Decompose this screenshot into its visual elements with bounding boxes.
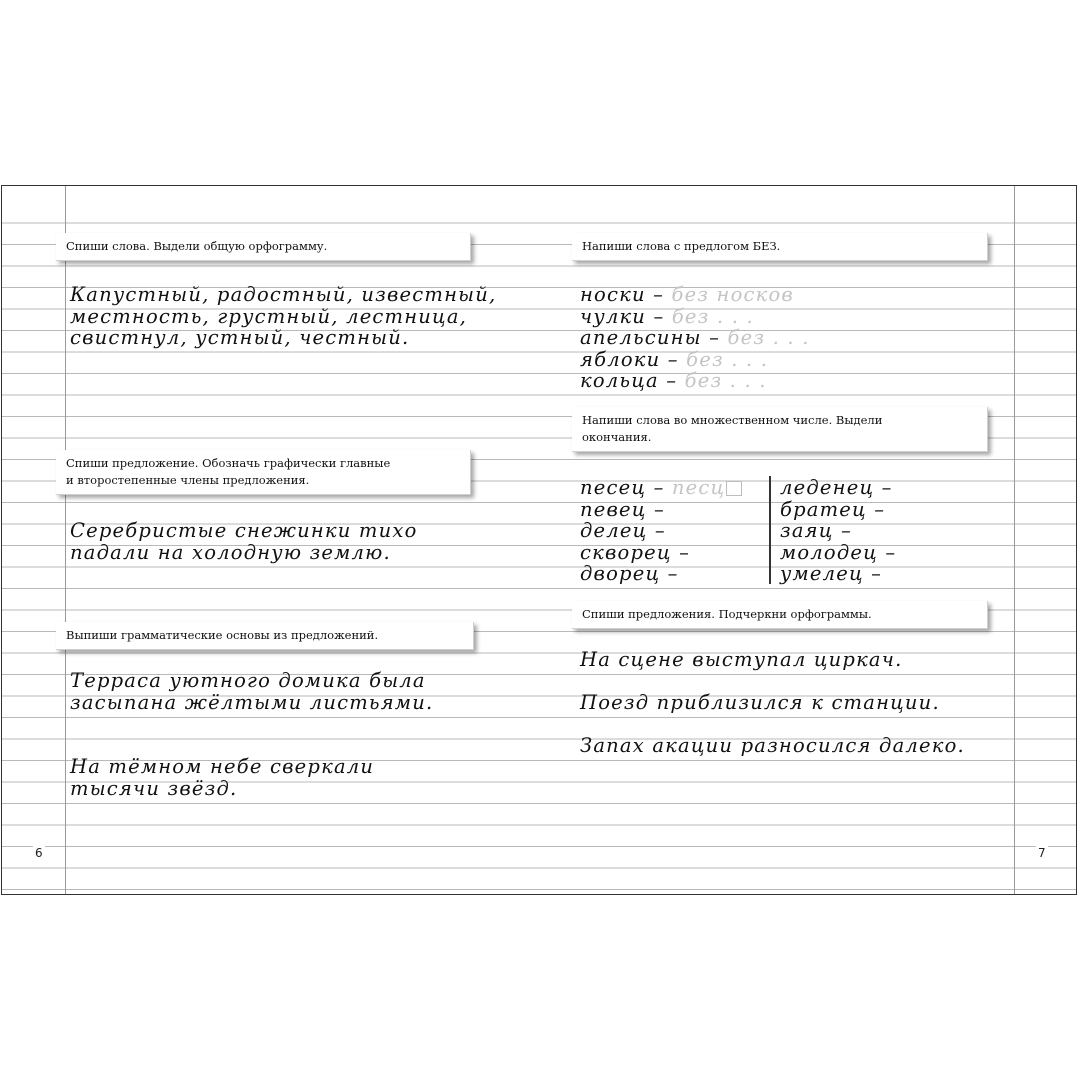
- word-row: [580, 477, 742, 499]
- word-row: [580, 284, 794, 306]
- task-instruction-copy-words: [56, 233, 471, 261]
- instruction-text: Выпиши грамматические основы из предложений.: [66, 628, 379, 642]
- handwritten-word: яблоки –: [580, 347, 679, 371]
- hint-text: без . . .: [727, 326, 810, 349]
- instruction-text: Спиши слова. Выдели общую орфограмму.: [66, 239, 328, 253]
- handwriting-line: На сцене выступал циркач.: [580, 648, 903, 671]
- handwritten-word: делец –: [580, 519, 666, 542]
- left-margin-line: [65, 186, 66, 894]
- handwritten-word: братец –: [780, 497, 886, 521]
- handwritten-word: апельсины –: [580, 326, 721, 349]
- handwriting-line: Терраса уютного домика была: [70, 669, 426, 692]
- handwriting-line: Серебристые снежинки тихо: [70, 519, 418, 542]
- instruction-text: окончания.: [582, 430, 652, 444]
- word-row: [580, 306, 754, 328]
- handwritten-word: носки –: [580, 283, 665, 306]
- hint-text: песц: [671, 476, 726, 499]
- handwritten-word: кольца –: [580, 369, 678, 392]
- instruction-text: Спиши предложения. Подчеркни орфограммы.: [582, 607, 872, 621]
- handwritten-word: скворец –: [580, 540, 691, 564]
- instruction-text: Напиши слова с предлогом БЕЗ.: [582, 239, 781, 253]
- handwritten-word: умелец –: [780, 562, 883, 585]
- handwritten-word: леденец –: [780, 476, 893, 499]
- workbook-spread: [1, 185, 1077, 895]
- hint-text: без . . .: [686, 347, 769, 371]
- handwriting-line: Запах акации разносился далеко.: [580, 734, 965, 757]
- hint-text: без . . .: [684, 369, 767, 392]
- word-row: [580, 349, 768, 371]
- handwritten-word: чулки –: [580, 304, 665, 328]
- handwritten-word: молодец –: [780, 540, 897, 564]
- handwriting-line: тысячи звёзд.: [70, 777, 238, 800]
- task-instruction-copy-sentences: [572, 601, 988, 629]
- hint-text: без носков: [671, 283, 794, 306]
- handwriting-line: Капустный, радостный, известный,: [70, 283, 497, 306]
- handwritten-word: певец –: [580, 497, 665, 521]
- task-instruction-grammar-basis: [56, 622, 474, 650]
- handwriting-line: На тёмном небе сверкали: [70, 755, 375, 778]
- right-margin-line: [1014, 186, 1015, 894]
- instruction-text: Спиши предложение. Обозначь графически главные: [66, 456, 391, 470]
- handwriting-line: засыпана жёлтыми листьями.: [70, 691, 434, 714]
- ending-box-icon: [726, 481, 742, 496]
- hint-text: без . . .: [671, 304, 754, 328]
- handwritten-word: заяц –: [780, 519, 852, 542]
- task-instruction-preposition-bez: [572, 233, 988, 261]
- instruction-text: и второстепенные члены предложения.: [66, 473, 310, 487]
- task-instruction-plural: [572, 407, 988, 452]
- word-row: [580, 327, 810, 349]
- task-instruction-parse-sentence: [56, 450, 471, 495]
- page-number-left: 6: [35, 846, 43, 860]
- column-divider: [769, 476, 771, 584]
- handwriting-line: свистнул, устный, честный.: [70, 326, 410, 349]
- handwritten-word: песец –: [580, 476, 665, 499]
- instruction-text: Напиши слова во множественном числе. Выдели: [582, 413, 883, 427]
- word-row: [580, 370, 767, 392]
- handwriting-line: падали на холодную землю.: [70, 541, 391, 564]
- handwriting-line: местность, грустный, лестница,: [70, 304, 468, 328]
- handwritten-word: дворец –: [580, 562, 679, 585]
- page-number-right: 7: [1038, 846, 1046, 860]
- handwriting-line: Поезд приблизился к станции.: [580, 691, 940, 714]
